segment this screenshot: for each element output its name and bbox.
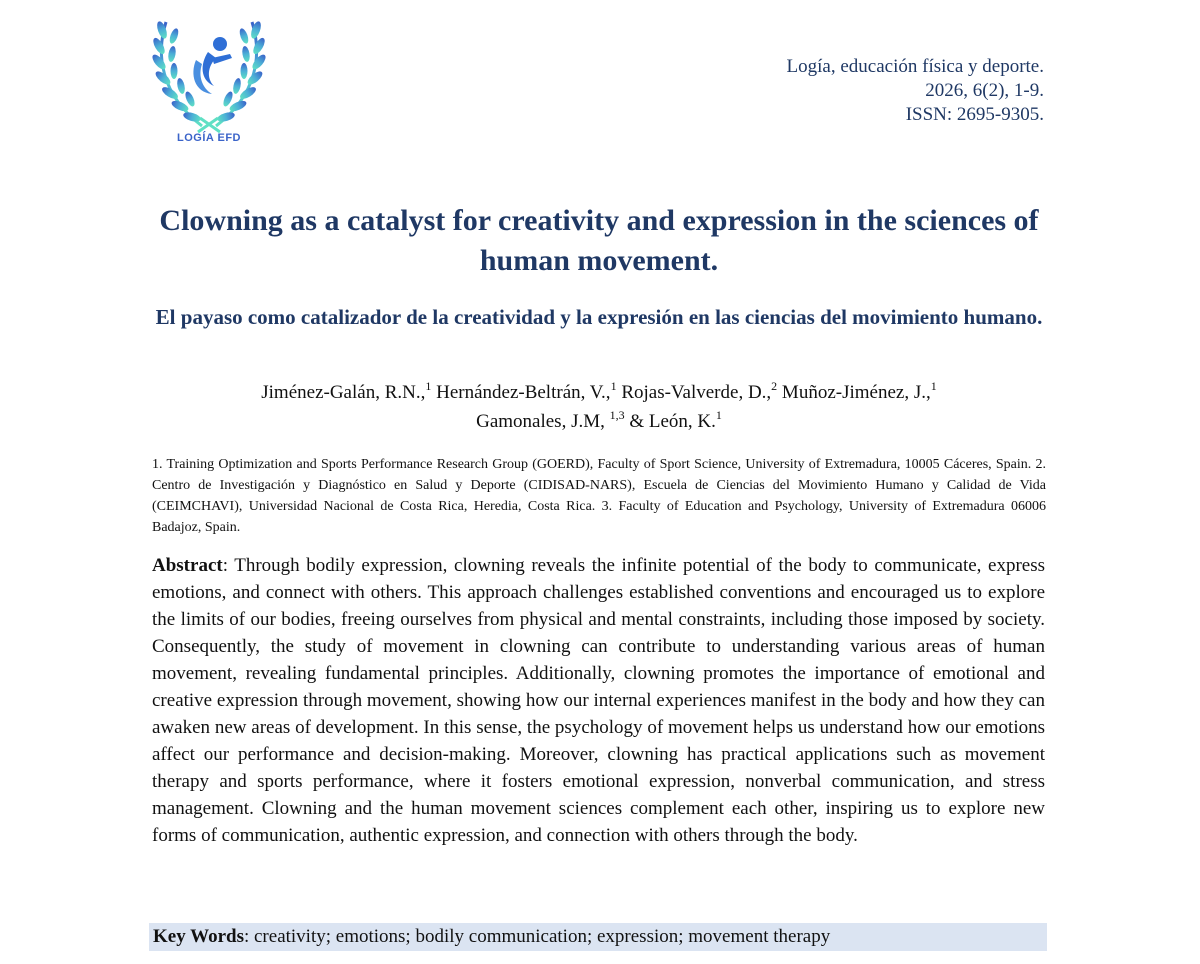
keywords-label: Key Words <box>153 926 244 947</box>
journal-issue: 2026, 6(2), 1-9. <box>925 80 1044 101</box>
figure-head-icon <box>213 37 227 51</box>
author-name: Rojas-Valverde, D., <box>621 382 772 403</box>
author-name: Hernández-Beltrán, V., <box>436 382 611 403</box>
author-name: Muñoz-Jiménez, J., <box>781 382 931 403</box>
author-name: Jiménez-Galán, R.N., <box>261 382 426 403</box>
journal-issn: ISSN: 2695-9305. <box>905 104 1044 125</box>
author-affiliation-mark: 1,3 <box>609 407 625 422</box>
keywords-bar <box>149 923 1047 951</box>
author-affiliation-mark: 1 <box>930 378 937 393</box>
abstract <box>152 552 1045 849</box>
author-name: & León, K. <box>629 411 716 432</box>
journal-logo <box>150 14 268 152</box>
author-affiliation-mark: 1 <box>610 378 617 393</box>
author-affiliation-mark: 1 <box>425 378 432 393</box>
affiliations: 1. Training Optimization and Sports Performance Research Group (GOERD), Faculty of Sport Science, University of Extremadura, 10005 Cáceres, Spain. 2. Centro de Investigación y Diagnóstico en Salud y Deporte (CIDISAD-NARS), Escuela de Ciencias del Movimiento Humano y Calidad de Vida (CEIMCHAVI), Universidad Nacional de Costa Rica, Heredia, Costa Rica. 3. Faculty of Education and Psychology, University of Extremadura 06006 Badajoz, Spain. <box>152 457 1046 535</box>
journal-name: Logía, educación física y deporte. <box>786 56 1044 77</box>
abstract-label: Abstract <box>152 555 223 576</box>
author-affiliation-mark: 1 <box>715 407 722 422</box>
journal-info <box>787 55 1044 127</box>
paper-title-english: Clowning as a catalyst for creativity and expression in the sciences of human movement. <box>159 204 1039 277</box>
keywords-text: : creativity; emotions; bodily communication; expression; movement therapy <box>243 926 831 947</box>
paper-title-spanish: El payaso como catalizador de la creatividad y la expresión en las ciencias del movimiento humano. <box>155 305 1043 329</box>
logo-text: LOGÍA EFD <box>177 132 241 144</box>
abstract-text: : Through bodily expression, clowning reveals the infinite potential of the body to communicate, express emotions, and connect with others. This approach challenges established conventions and encouraged us to explore the limits of our bodies, freeing ourselves from physical and mental constraints, including those imposed by society. Consequently, the study of movement in clowning can contribute to understanding various areas of human movement, revealing fundamental principles. Additionally, clowning promotes the importance of emotional and creative expression through movement, showing how our internal experiences manifest in the body and how they can awaken new areas of development. In this sense, the psychology of movement helps us understand how our emotions affect our performance and decision-making. Moreover, clowning has practical applications such as movement therapy and sports performance, where it fosters emotional expression, nonverbal communication, and stress management. Clowning and the human movement sciences complement each other, inspiring us to explore new forms of communication, authentic expression, and connection with others through the body. <box>152 555 1045 846</box>
laurel-logo-icon <box>150 14 268 134</box>
author-name: Gamonales, J.M, <box>476 411 605 432</box>
author-affiliation-mark: 2 <box>771 378 778 393</box>
author-list <box>150 378 1048 436</box>
